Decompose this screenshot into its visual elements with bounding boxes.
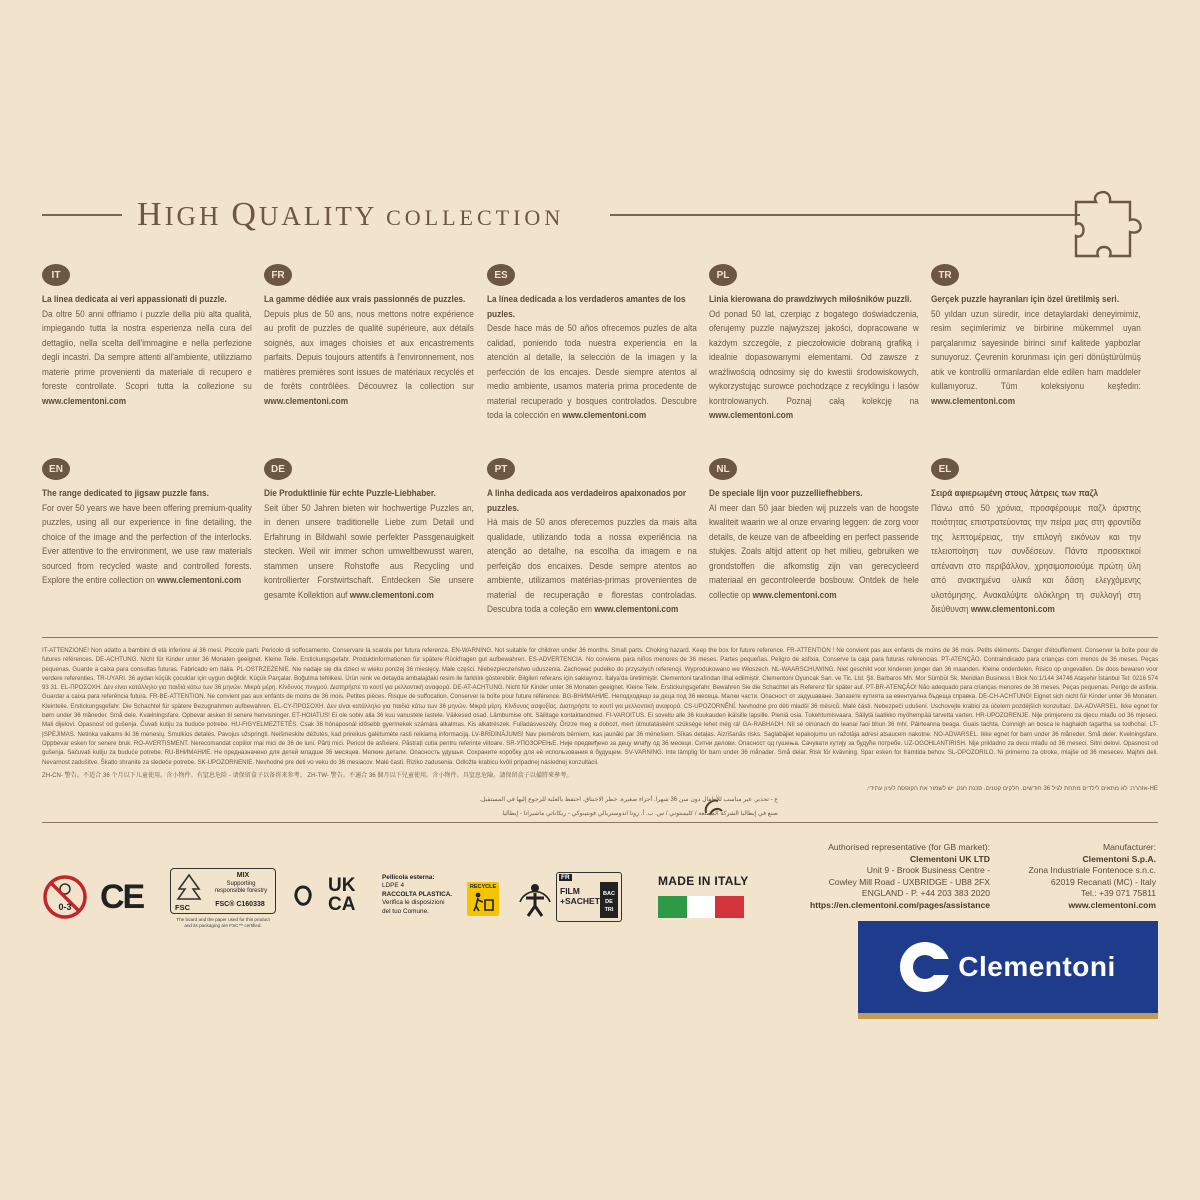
fsc-label: FSC [175,903,190,912]
language-code-badge: PL [709,264,737,286]
language-body [931,308,1141,410]
language-body [709,502,919,604]
fsc-supporting: Supporting [226,881,256,887]
age-warning-icon [42,874,88,920]
language-block-en [42,458,252,589]
sachet-label: +SACHET [560,895,600,906]
language-body [42,308,252,410]
language-body-text: For over 50 years we have been offering premium-quality puzzles, using all our experience in fine detailing, the choice of the image and the perfection of the interlocks. Ever attentive to the environment, we use raw materials sourced from recycled waste and controlled forests. [42,502,252,572]
warnings-arabic: ع - تحذير. غير مناسب للأطفال دون سن 36 شهرا. أجزاء صغيرة. خطر الاختناق. احتفظ بالعلبة للرجوع إليها في المستقبل. [479,796,778,804]
language-code-badge: NL [709,458,737,480]
language-code-badge: EL [931,458,959,480]
made-in-italy [658,874,749,918]
link-intro-text: Tüm koleksiyonu keşfedin: [1000,381,1141,392]
manufacturer-company: Clementoni S.p.A. [1082,853,1156,864]
website-link[interactable]: www.clementoni.com [349,589,434,601]
warnings-hebrew: HE-אזהרה: לא מתאים לילדים מתחת לגיל 36 חודשים. חלקים קטנים. סכנת חנק. יש לשמור את הקופסה לעיון עתידי. [866,785,1158,793]
language-block-nl [709,458,919,603]
triman-icon [516,878,554,918]
manufacturer-address-line: 62019 Recanati (MC) - Italy [1050,876,1156,887]
website-link[interactable]: www.clementoni.com [970,604,1055,615]
recycle-loop-icon [292,884,314,908]
website-link[interactable]: www.clementoni.com [594,604,679,615]
language-code-badge: PT [487,458,515,480]
fsc-tree-icon [175,873,203,903]
puzzle-piece-icon [1072,188,1150,260]
language-code-badge: FR [264,264,292,286]
language-headline: Gerçek puzzle hayranları için özel üretilmiş seri. [931,294,1120,305]
certification-icons [42,868,762,938]
website-link[interactable]: www.clementoni.com [42,395,127,407]
warnings-arabic-maker: صنع في إيطاليا الشركة المصنعة / كليمنتوني / س. ب. أ. زونا اندوستريالي فونتينوكي - ريكاناتي ماشيراتا - إيطاليا [502,810,778,818]
link-intro-text: Scopri tutta la collezione su [125,381,252,392]
clementoni-logo-icon [900,942,950,992]
rep-company: Clementoni UK LTD [909,853,990,864]
section-divider [42,822,1158,823]
ukca-mark-icon [328,876,355,914]
age-label: 0-3 [58,902,72,912]
rep-url: https://en.clementoni.com/pages/assistance [809,899,990,910]
fsc-note: The board and the paper used for this product [176,917,270,922]
rep-address-line: Unit 9 - Brook Business Centre - [866,865,990,876]
link-intro-text: Descubre toda la colección en [487,395,697,421]
language-body [487,322,697,424]
language-body-text: Há mais de 50 anos oferecemos puzzles da mais alta qualidade, utilizando toda a nossa experiência na atenção ao detalhe, na escolha da imagem e na perfeição dos encaixes. Desde sempre atentos ao ambiente, utilizamos matérias-primas provenientes de material de recuperação e florestas controladas. [487,517,697,601]
language-code-badge: ES [487,264,515,286]
language-block-es [487,264,697,424]
triman-badge [516,872,624,924]
language-body-text: Πάνω από 50 χρόνια, προσφέρουμε παζλ άριστης ποιότητας επιστρατεύοντας την πείρα μας στη φροντίδα της λεπτομέρειας, την επιλογή εικόνων και την τελειοποίηση των συνδέσεων. Πάντα προσεκτικοί απέναντι στο περιβάλλον, χρησιμοποιούμε πρώτη ύλη από ανακτημένα υλικά και δάση ελεγχόμενης υλοτόμησης. Ανακαλύψτε ολόκληρη τη συλλογή στη διεύθυνση [931,502,1141,615]
fsc-mix: MIX [236,872,250,879]
website-link[interactable]: www.clementoni.com [562,410,647,421]
language-body-text: Depuis plus de 50 ans, nous mettons notre expérience au profit de puzzles de qualité supérieure, aux détails soignés, aux images choisies et aux encastrements parfaits. Depuis toujours attentifs à l'environnement, nos matières premières sont issues de matériaux recyclés et de forêts contrôlées. [264,308,474,392]
ukca-line: UK [328,875,356,896]
language-code-badge: IT [42,264,70,286]
website-link[interactable]: www.clementoni.com [931,395,1016,407]
link-intro-text: Découvrez la collection sur [358,381,474,392]
manufacturer-address-line: Tel.: +39 071 75811 [1080,888,1156,899]
language-body [42,502,252,589]
language-headline: La gamme dédiée aux vrais passionnés de puzzles. [264,294,466,305]
recycle-label: RECYCLE [469,884,497,890]
warnings-chinese: ZH-CN- 警告。不适合 36 个月以下儿童使用。含小物件。有窒息危险 - 请保留盒子以备将来参考。 ZH-TW- 警告。不適合 36 個月以下兒童使用。含小物件。具窒息危險。請保留盒子以備將來參考。 [42,771,573,779]
section-divider [42,637,1158,638]
bac-de-tri-icon [600,882,618,918]
language-body [264,502,474,604]
warnings-multilang: IT-ATTENZIONE! Non adatto a bambini di età inferiore ai 36 mesi. Piccole parti. Pericolo di soffocamento. Conservare la scatola per futura referenza. EN-WARNING. Not suitable for children under 36 months. Small parts. Choking hazard. Keep the box for future reference. FR-ATTENTION ! Ne convient pas aux enfants de moins de 36 mois. Petits éléments. Danger d'étouffement. Conserver la boîte pour de futures références. DE-ACHTUNG. Nicht für Kinder unter 36 Monaten geeignet. Kleine Teile. Erstickungsgefahr. Produktinformationen für spätere Rückfragen gut aufbewahren. ES-ADVERTENCIA. No conviene para niños menores de 36 meses. Partes pequeñas. Peligro de asfixia. Conserve la caja para futuras referencias. PT-ATENÇÃO. Contraindicado para crianças com menos de 36 meses. Peças pequenas. Guarde a caixa para consultas futuras. Fabricado em Itália. PL-OSTRZEŻENIE. Nie nadaje się dla dzieci w wieku poniżej 36 miesięcy. Małe części. Niebezpieczeństwo uduszenia. Zachować pudełko do przyszłych referencji. Wyprodukowano we Włoszech. NL-WAARSCHUWING. Niet geschikt voor kinderen jonger dan 36 maanden. Kleine onderdelen. Risico op ongevallen. De doos bewaren voor verdere referenties. TR-UYARI. 36 aydan küçük çocuklar için uygun değildir. Küçük Parçalar. Boğulma tehlikesi. Ürün renk ve detayda ambalajdaki resim ile farklılık gösterebilir. Bilgileri referans için saklayınız. İtalya'da üretilmiştir. Clementoni tarafından ithal edilmiştir. Clementoni Oyuncak San. ve Tic. Ltd. Şti. Barbaros Mh. Mor Sümbül Sk. Meridian Business I Blok No:1/144 34746 Ataşehir İstanbul Tel: 0216 574 93 31. EL-ΠΡΟΣΟΧΗ. Δεν είναι κατάλληλο για παιδιά κάτω των 36 μηνών. Μικρά μέρη. Κίνδυνος πνιγμού. Διατηρήστε το κουτί για μελλοντική αναφορά. DE-AT-ACHTUNG. Nicht für Kinder unter 36 Monaten geeignet. Kleine Teile. Erstickungsgefahr. Bewahren Sie die Schachtel als Referenz für später auf. PT-BR-ATENÇÃO! Não adequado para crianças menores de 36 meses. Peças pequenas. Perigo de asfixia. Guardar a caixa para referência futura. FR-BE-ATTENTION. Ne convient pas aux enfants de moins de 36 mois. Petites pièces. Risque de suffocation. Conserver la boîte pour future référence. BG-ВНИМАНИЕ. Неподходящо за деца под 36 месеца. Малки части. Опасност от задушаване. Запазете кутията за евентуална бъдеща справка. DE-CH-ACHTUNG! Eignet sich nicht für Kinder unter 36 Monaten. Kleinteile. Erstickungsgefahr. Die Schachtel für spätere Bezugnahmen aufbewahren. EL-CY-ΠΡΟΣΟΧΗ. Δεν είναι κατάλληλο για παιδιά κάτω των 36 μηνών. Μικρά μέρη. Κίνδυνος ασφυξίας. Διατηρήστε το κουτί για μελλοντική αναφορά. CS-UPOZORNĚNÍ. Nevhodné pro děti mladší 36 měsíců. Malé části. Nebezpečí udušení. Uschovejte krabici za účelem pozdějších konzultací. DA-ADVARSEL. Ikke egnet for børn under 36 måneder. Små dele. Kvælningsfare. Opbevar æsken til senere henvisninger. ET-HOIATUS! Ei ole sobiv alla 36 kuu vanustele lastele. Väikesed osad. Lämbumise oht. Säilitage kontaktandmed. FI-VAROITUS. Ei sovellu alle 36 kuukauden ikäisille lapsille. Pieniä osia. Tukehtumisvaara. Säilytä laatikko myöhempää tarvetta varten. HR-UPOZORENJE. Nije primjereno za djecu mlađu od 36 mjeseci. Mali dijelovi. Opasnost od gušenja. Čuvati kutiju za buduće potrebe. HU-FIGYELMEZTETÉS. Csak 36 hónaposnál idősebb gyermekek számára alkalmas. Kis alkatrészek. Fulladásveszély. Őrizze meg a dobozt, mert útmutatásként szüksége lehet még rá! GA-RABHADH. Níl sé oiriúnach do leanaí faoi bhun 36 mhí. Páirteanna beaga. Guais tachta. Coinnigh an bosca le haghaidh tagartha sa todhchaí. LT-ĮSPĖJIMAS. Netinka vaikams iki 36 mėnesių. Smulkios detalės. Pavojus užspringti. Neišmeskite dėžutės, kad prireikus galėtumėte rasti reikiamą informaciją. LV-BRĪDINĀJUMS! Nav piemērots bērniem, kas jaunāki par 36 mēnešiem. Sīkas detaļas. Aizrīšanās risks. Saglabājiet iepakojumu un ražotāja adresi atsaucem nakotne. NO-ADVARSEL. Ikke egnet for barn under 36 måneder. Små deler. Kvelningsfare. Oppbevar esken for senere bruk. RO-AVERTISMENT. Nerecomandat copiilor mai mici de 36 de luni. Părți mici. Pericol de asfixiere. Păstrați cutia pentru referințe viitoare. SR-УПОЗОРЕЊЕ. Није предвиђено за децу млађу од 36 месеци. Ситни делови. Опасност од гушења. Сачувати кутију за будуће потребе. UZ-OGOHLANTIRISH. Nije prikladno za decu mlađu od 36 meseci. Sitni delovi. Opasnost od gušenja. Sačuvati kutiju za buduće potrebe. RU-ВНИМАНИЕ. Не предназначено для детей младше 36 месяцев. Мелкие детали. Опасность удушья. Сохраните коробку для её использования в будущем. SV-VARNING. Inte lämplig för barn under 36 månader. Små delar. Risk för kvävning. Spar esken for framtida behov. SL-OPOZORILO. Ni primerno za otroke, mlajše od 36 mesecev. Majhni deli. Nevarnost zadušitve. Škatlo shranite za sledeče potrebe. SK-UPOZORNENIE. Nevhodné pre deti vo veku do 36 mesiacov. Malé časti. Riziko zadusenia. Odložte krabicu kvôli prípadnej následnej konzultácii. [42,647,1158,766]
language-code-badge: DE [264,458,292,480]
website-link[interactable]: www.clementoni.com [264,395,349,407]
title-word: COLLECTION [386,205,565,230]
packaging-line: Pellicola esterna: [382,874,435,881]
language-code-badge: EN [42,458,70,480]
language-headline: A linha dedicada aos verdadeiros apaixonados por puzzles. [487,488,687,514]
ukca-line: CA [328,894,356,915]
bac-line: TRI [604,907,614,913]
brand-name: Clementoni [958,951,1116,982]
language-headline: Die Produktlinie für echte Puzzle-Liebhaber. [264,488,436,499]
language-headline: The range dedicated to jigsaw puzzle fans. [42,488,209,499]
packaging-line: LDPE 4 [382,882,405,890]
link-intro-text: Explore the entire collection on [42,575,158,586]
rep-address-line: Cowley Mill Road - UXBRIDGE - UB8 2FX [828,876,990,887]
language-body-text: Desde hace más de 50 años ofrecemos puzles de alta calidad, poniendo toda nuestra experiencia en la atención al detalle, la selección de la imagen y la perfección de los encajes. Desde siempre atentos al medio ambiente, usamos materia prima procedente de material recuperado y bosques controlados. [487,323,697,407]
language-body [264,308,474,410]
language-headline: Linia kierowana do prawdziwych miłośników puzzli. [709,294,912,305]
language-block-de [264,458,474,603]
language-body [931,502,1141,618]
title-letter: H [137,196,165,233]
language-body-text: 50 yıldan uzun süredir, ince detaylardaki deneyimimiz, resim seçimlerimiz ve birbirine mükemmel uyan parçalarımız sayesinde birinci sınıf kalitede yapbozlar sunuyoruz. Çevrenin korunması için geri dönüştürülmüş atık ve kontrollü ormanlardan elde edilen ham maddeler kullanıyoruz. [931,308,1141,392]
title-word: IGH [164,201,232,231]
bac-line: DE [605,899,613,905]
rep-label: Authorised representative (for GB market): [828,842,990,852]
website-link[interactable]: www.clementoni.com [752,589,837,601]
language-block-tr [931,264,1141,409]
bac-line: BAC [603,891,615,897]
title-letter: Q [231,196,259,233]
italy-flag-icon [658,896,744,918]
header-rule-right [610,214,1080,216]
packaging-line: del tuo Comune. [382,907,429,915]
collection-title [137,196,564,234]
language-block-fr [264,264,474,409]
title-word: UALITY [258,201,387,231]
manufacturer-address-line: Zona Industriale Fontenoce s.n.c. [1028,865,1156,876]
rep-address-line: ENGLAND - P. +44 203 383 2020 [861,888,990,899]
language-body [709,308,919,424]
language-block-pl [709,264,919,424]
collection-header [42,196,1162,246]
made-in-italy-label: MADE IN ITALY [658,874,749,888]
fsc-note: and its packaging are FSC™ certified. [184,923,262,928]
clementoni-logo [858,921,1158,1019]
fr-label: FR [561,874,570,881]
film-label: FILM [560,886,580,896]
language-body-text: Da oltre 50 anni offriamo i puzzle della più alta qualità, impiegando tutta la nostra esperienza nella cura del dettaglio, nella scelta dell'immagine e nella perfezione degli incastri. Da sempre attenti all'ambiente, utilizziamo materie prime provenienti da materiale di recupero e foreste controllate. [42,308,252,392]
language-body-text: Al meer dan 50 jaar bieden wij puzzels van de hoogste kwaliteit waarin we al onze ervaring leggen: de zorg voor details, de keuze van de afbeelding en perfect passende stukjes. Zoals altijd attent op het milieu, gebruiken we grondstoffen die afkomstig zijn van gerecycleerd materiaal en gecontroleerde bosbouw. Ontdek de hele collectie op [709,502,919,601]
packaging-line: Verifica le disposizioni [382,899,445,907]
language-headline: La línea dedicada a los verdaderos amantes de los puzles. [487,294,686,320]
language-block-el [931,458,1141,618]
website-link[interactable]: www.clementoni.com [157,575,242,586]
language-body [487,516,697,618]
packaging-info [382,874,452,916]
language-headline: La linea dedicata ai veri appassionati di puzzle. [42,294,227,305]
link-intro-text: Descubra toda a coleção em [487,604,595,615]
language-block-it [42,264,252,409]
recycle-bin-icon [467,882,499,916]
fsc-forestry: responsible forestry [214,888,268,894]
manufacturer-url: www.clementoni.com [1068,899,1156,910]
fsc-badge [170,868,276,929]
ce-mark-icon: CE [100,878,144,916]
language-headline: Σειρά αφιερωμένη στους λάτρεις των παζλ [931,488,1099,499]
website-link[interactable]: www.clementoni.com [709,410,794,421]
safety-warnings [42,646,1158,818]
language-code-badge: TR [931,264,959,286]
fsc-code: FSC® C160338 [215,901,265,908]
manufacturer-label: Manufacturer: [1102,842,1156,852]
language-body-text: Od ponad 50 lat, czerpiąc z bogatego doświadczenia, oferujemy puzzle najwyższej jakości, dopracowane w każdym szczególe, z pieczołowicie dobraną grafiką i idealnie dopasowanymi elementami. Od zawsze z wrażliwością odnosimy się do kwestii środowiskowych, wykorzystując surowce pochodzące z recyklingu i lasów kontrolowanych. Poznaj całą kolekcję na [709,308,919,407]
language-block-pt [487,458,697,618]
packaging-line: RACCOLTA PLASTICA. [382,890,453,898]
manufacturer-info [990,842,1156,912]
person-bin-icon [467,890,499,912]
language-headline: De speciale lijn voor puzzelliefhebbers. [709,488,863,499]
uk-representative [770,842,990,912]
language-body-text: Seit über 50 Jahren bieten wir hochwertige Puzzles an, in denen unsere traditionelle Liebe zum Detail und Erfahrung in Bildwahl sowie perfekter Passgenauigkeit stecken. Weil wir immer schon umweltbewusst waren, stammen unsere Rohstoffe aus Recycling und kontrollierter Forstwirtschaft. Entdecken Sie unsere gesamte Kollektion auf [264,502,474,601]
header-rule-left [42,214,122,216]
